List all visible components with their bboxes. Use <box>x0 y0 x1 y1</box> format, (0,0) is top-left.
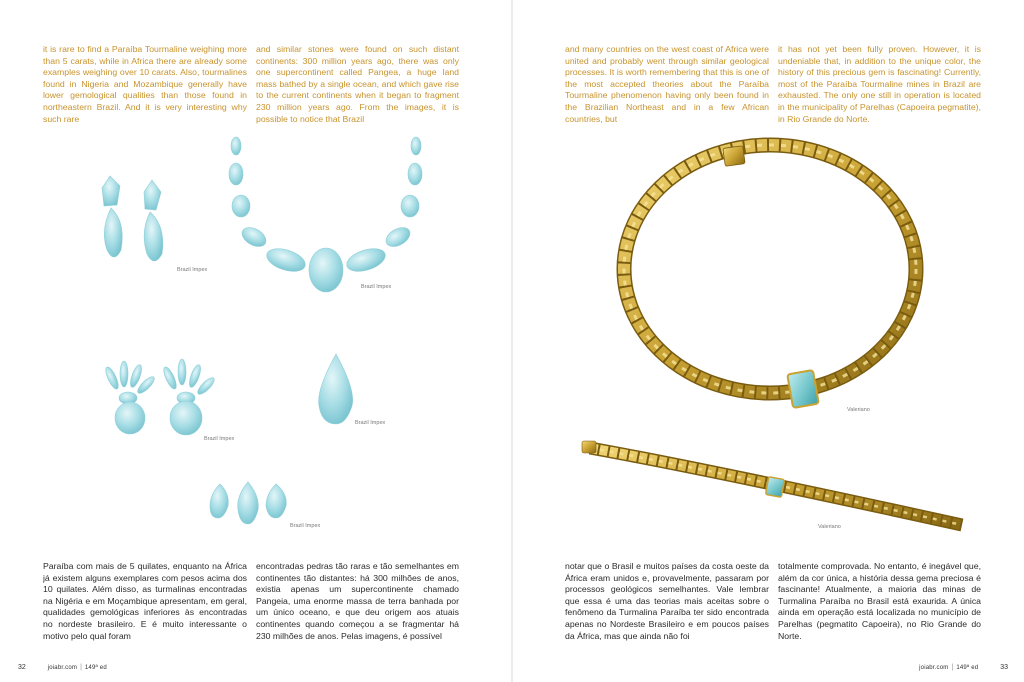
gold-chain-bracelet <box>582 441 962 525</box>
left-english-column-1: it is rare to find a Paraíba Tourmaline weighing more than 5 carats, while in Africa there are already some examples weighing over 10 carats. Also, tourmalines found in Nigeria and Mozambique generally have lower gemological qualities than those found in northeastern Brazil. And it is very interesting why such rare <box>43 44 247 124</box>
left-portuguese-column-2: encontradas pedras tão raras e tão semelhantes em continentes tão distantes: há 300 milhões de anos, existia apenas um supercontinente chamado Pangeia, uma enorme massa de terra banhada por um único oceano, e que deu origem aos atuais continentes quando começou a se fragmentar há 230 milhões de anos. Pelas imagens, é possível <box>256 561 459 641</box>
necklace-gems <box>229 137 422 292</box>
photo-credit: Brazil Impex <box>177 267 208 273</box>
photo-credit: Brazil Impex <box>361 284 392 290</box>
right-english-column-2: it has not yet been fully proven. However, it is undeniable that, in addition to the unique color, the history of this precious gem is fascinating! Currently, most of the Paraíba Tourmaline mines in Brazil are exhausted. The only one still in operation is located in the municipality of Parelhas (Capoeira pegmatite), in Rio Grande do Norte. <box>778 44 981 124</box>
gem-illustrations-left <box>0 0 512 560</box>
three-pear-gems <box>210 482 286 524</box>
page-number: 32 <box>18 664 26 671</box>
photo-credit: Valeriano <box>847 407 870 413</box>
cluster-earrings-gems <box>103 359 216 435</box>
page-number: 33 <box>1000 664 1008 671</box>
right-portuguese-column-2: totalmente comprovada. No entanto, é inegável que, além da cor única, a história dessa gema preciosa é fascinante! Atualmente, a maioria das minas de Turmalina Paraíba no Brasil está exaurida. A única ainda em operação está localizada no município de Parelhas (pegmatito Capoeira), no Rio Grande do Norte. <box>778 561 981 641</box>
edition-number: 149ª ed <box>956 665 979 671</box>
photo-credit: Brazil Impex <box>290 523 321 529</box>
gold-chain-necklace <box>624 145 916 408</box>
photo-credit: Brazil Impex <box>204 436 235 442</box>
right-portuguese-column-1: notar que o Brasil e muitos países da costa oeste da África eram unidos e, provavelmente, passaram por processos geológicos semelhantes. Vale lembrar que essa é uma das teorias mais aceitas sobre o fenômeno da Turmalina Paraíba ter sido encontrada apenas no Nordeste Brasileiro e em poucos países da África, mas que ainda não foi <box>565 561 769 641</box>
page-folio-left: 32 joiabr.com | 149ª ed <box>18 664 107 671</box>
left-portuguese-column-1: Paraíba com mais de 5 quilates, enquanto na África já existem alguns exemplares com pesos acima dos 10 quilates. Além disso, as turmalinas encontradas na Nigéria e em Moçambique apresentam, em geral, qualidades gemológicas inferiores às encontradas no nordeste brasileiro. E é muito interessante o motivo pelo qual foram <box>43 561 247 641</box>
earrings-drop-gems <box>102 176 163 261</box>
magazine-name: joiabr.com <box>919 665 949 671</box>
photo-credit: Valeriano <box>818 524 841 530</box>
photo-credit: Brazil Impex <box>355 420 386 426</box>
right-english-column-1: and many countries on the west coast of Africa were united and probably went through similar geological processes. It is worth remembering that this is one of the most accepted theories about the Paraíba Tourmaline phenomenon having only been found in the Brazilian Northeast and in a few African countries, but <box>565 44 769 124</box>
page-folio-right: joiabr.com | 149ª ed 33 <box>919 664 1008 671</box>
edition-number: 149ª ed <box>84 665 107 671</box>
jewelry-illustrations-right <box>512 0 1024 560</box>
pear-gem <box>319 354 353 424</box>
left-english-column-2: and similar stones were found on such distant continents: 300 million years ago, there was only one supercontinent called Pangea, a huge land mass bathed by a single ocean, and which gave rise to the current continents when it began to fragment 230 million years ago. From the images, it is possible to notice that Brazil <box>256 44 459 124</box>
magazine-name: joiabr.com <box>47 665 78 671</box>
